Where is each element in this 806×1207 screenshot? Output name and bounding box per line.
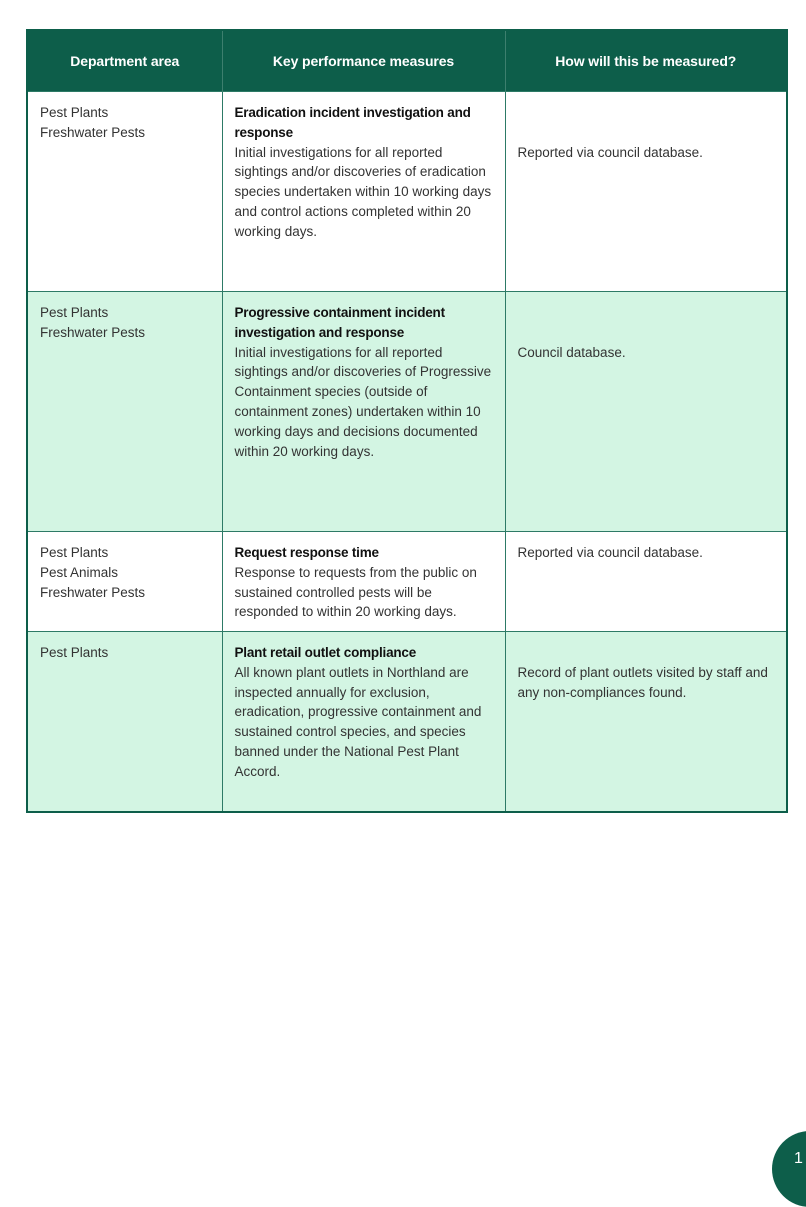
kpi-table [26,29,788,813]
table-row [27,532,787,632]
measure-description: Response to requests from the public on sustained controlled pests will be responded to within 20 working days. [234,564,477,620]
department-area: Freshwater Pests [40,124,146,140]
measure-description: Initial investigations for all reported sightings and/or discoveries of Progressive Containment species (outside of containment zones) undertaken within 10 working days and decisions documented within 20 working days. [234,344,492,459]
measure-title: Request response time [234,545,379,560]
department-area: Pest Plants [40,545,109,560]
department-area: Freshwater Pests [40,324,146,340]
table-body [27,92,787,813]
header-row [27,30,787,92]
measure-cell [222,532,505,632]
department-area-cell [27,292,222,532]
how-measured-cell: Reported via council database. [505,92,787,292]
measure-cell [222,292,505,532]
department-area-cell [27,532,222,632]
measure-title: Plant retail outlet compliance [234,645,417,660]
header-key-performance-measures: Key performance measures [222,30,505,92]
measure-cell [222,632,505,813]
department-area: Freshwater Pests [40,584,146,600]
page-number: 1 [794,1150,803,1167]
table-row [27,92,787,292]
department-area: Pest Plants [40,645,109,660]
header-how-measured: How will this be measured? [505,30,787,92]
page-number-badge [772,1131,806,1207]
measure-cell [222,92,505,292]
measure-description: All known plant outlets in Northland are inspected annually for exclusion, eradication, progressive containment and sustained control species, and species banned under the National Pest Plant Accord. [234,664,482,779]
table-row [27,292,787,532]
table-header [27,30,787,92]
measure-title: Progressive containment incident investigation and response [234,305,445,340]
table-row [27,632,787,813]
department-area: Pest Animals [40,564,119,580]
department-area-cell [27,92,222,292]
department-area: Pest Plants [40,105,109,120]
measure-title: Eradication incident investigation and response [234,105,471,140]
how-measured-cell: Council database. [505,292,787,532]
measure-description: Initial investigations for all reported sightings and/or discoveries of eradication species undertaken within 10 working days and control actions completed within 20 working days. [234,144,492,239]
header-department-area: Department area [27,30,222,92]
department-area: Pest Plants [40,305,109,320]
how-measured-cell: Record of plant outlets visited by staff and any non-compliances found. [505,632,787,813]
how-measured-cell: Reported via council database. [505,532,787,632]
department-area-cell [27,632,222,813]
